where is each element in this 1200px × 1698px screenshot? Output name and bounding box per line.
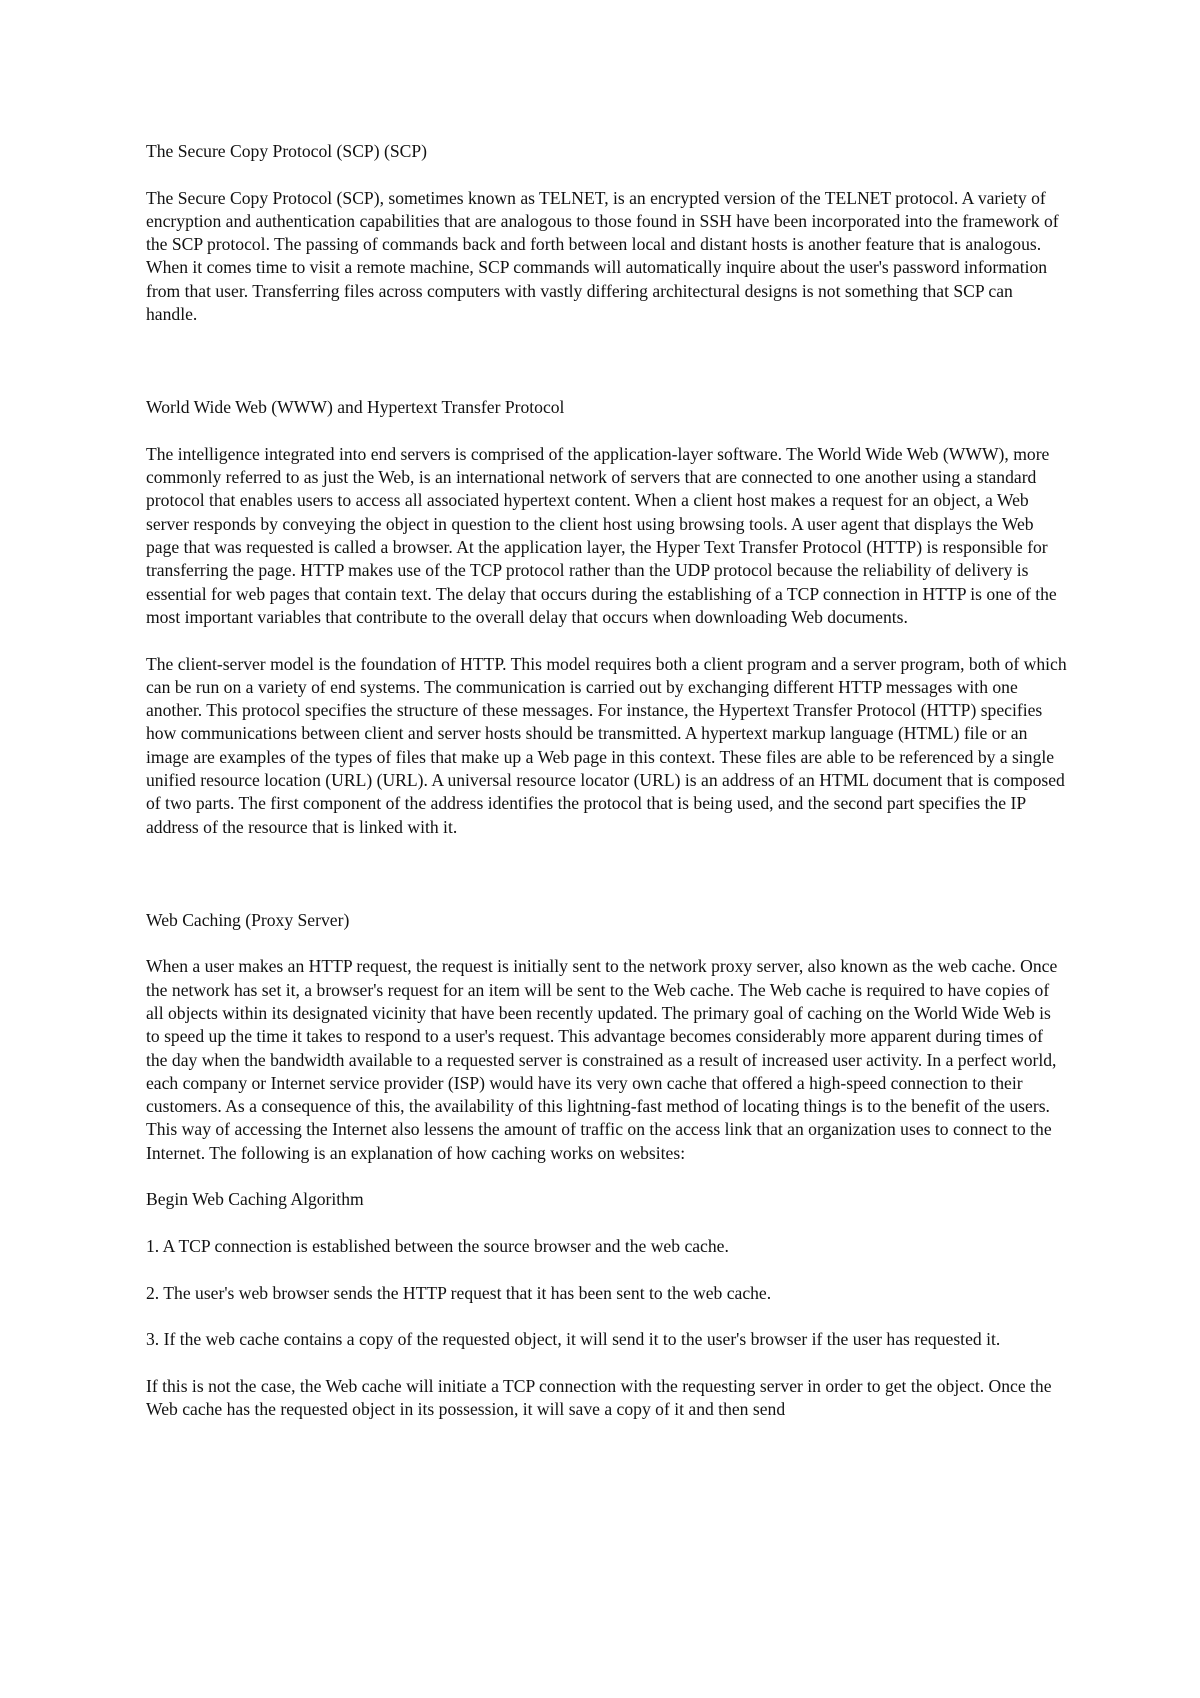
paragraph: The client-server model is the foundation of HTTP. This model requires both a client program and a server program, both of which can be run on a variety of end systems. The communication is carried out by exchanging different HTTP messages with one another. This protocol specifies the structure of these messages. For instance, the Hypertext Transfer Protocol (HTTP) specifies how communications between client and server hosts should be transmitted. A hypertext markup language (HTML) file or an image are examples of the types of files that make up a Web page in this context. These files are able to be referenced by a single unified resource location (URL) (URL). A universal resource locator (URL) is an address of an HTML document that is composed of two parts. The first component of the address identifies the protocol that is being used, and the second part specifies the IP address of the resource that is linked with it.: [146, 653, 1067, 837]
section-web-caching: [146, 909, 1068, 1422]
paragraph: The intelligence integrated into end servers is comprised of the application-layer software. The World Wide Web (WWW), more commonly referred to as just the Web, is an international network of servers that are connected to one another using a standard protocol that enables users to access all associated hypertext content. When a client host makes a request for an object, a Web server responds by conveying the object in question to the client host using browsing tools. A user agent that displays the Web page that was requested is called a browser. At the application layer, the Hyper Text Transfer Protocol (HTTP) is responsible for transferring the page. HTTP makes use of the TCP protocol rather than the UDP protocol because the reliability of delivery is essential for web pages that contain text. The delay that occurs during the establishing of a TCP connection in HTTP is one of the most important variables that contribute to the overall delay that occurs when downloading Web documents.: [146, 443, 1057, 627]
section-spacer: [146, 350, 1068, 397]
section-title-scp: The Secure Copy Protocol (SCP) (SCP): [146, 141, 428, 161]
paragraph: When a user makes an HTTP request, the request is initially sent to the network proxy server, also known as the web cache. Once the network has set it, a browser's request for an item will be sent to the Web cache. The Web cache is required to have copies of all objects within its designated vicinity that have been recently updated. The primary goal of caching on the World Wide Web is to speed up the time it takes to respond to a user's request. This advantage becomes considerably more apparent during times of the day when the bandwidth available to a requested server is constrained as a result of increased user activity. In a perfect world, each company or Internet service provider (ISP) would have its very own cache that offered a high-speed connection to their customers. As a consequence of this, the availability of this lightning-fast method of locating things is to the benefit of the users. This way of accessing the Internet also lessens the amount of traffic on the access link that an organization uses to connect to the Internet. The following is an explanation of how caching works on websites:: [146, 956, 1058, 1163]
algorithm-heading: Begin Web Caching Algorithm: [146, 1189, 364, 1210]
document-page: [146, 140, 1068, 1445]
section-title-web-caching: Web Caching (Proxy Server): [146, 909, 350, 930]
section-spacer: [146, 862, 1068, 909]
paragraph: The Secure Copy Protocol (SCP), sometimes known as TELNET, is an encrypted version of the TELNET protocol. A variety of encryption and authentication capabilities that are analogous to those found in SSH have been incorporated into the framework of the SCP protocol. The passing of commands back and forth between local and distant hosts is another feature that is analogous. When it comes time to visit a remote machine, SCP commands will automatically inquire about the user's password information from that user. Transferring files across computers with vastly differing architectural designs is not something that SCP can handle.: [146, 187, 1059, 325]
section-title-www-http: World Wide Web (WWW) and Hypertext Transfer Protocol: [146, 397, 565, 418]
paragraph: If this is not the case, the Web cache will initiate a TCP connection with the requesting server in order to get the object. Once the Web cache has the requested object in its possession, it will save a copy of it and then send: [146, 1375, 1052, 1420]
algorithm-step-1: 1. A TCP connection is established between the source browser and the web cache.: [146, 1235, 729, 1256]
algorithm-step-2: 2. The user's web browser sends the HTTP request that it has been sent to the web cache.: [146, 1282, 772, 1303]
section-scp: [146, 140, 1068, 326]
algorithm-step-3: 3. If the web cache contains a copy of the requested object, it will send it to the user's browser if the user has requested it.: [146, 1329, 1001, 1350]
section-www-http: [146, 396, 1068, 839]
